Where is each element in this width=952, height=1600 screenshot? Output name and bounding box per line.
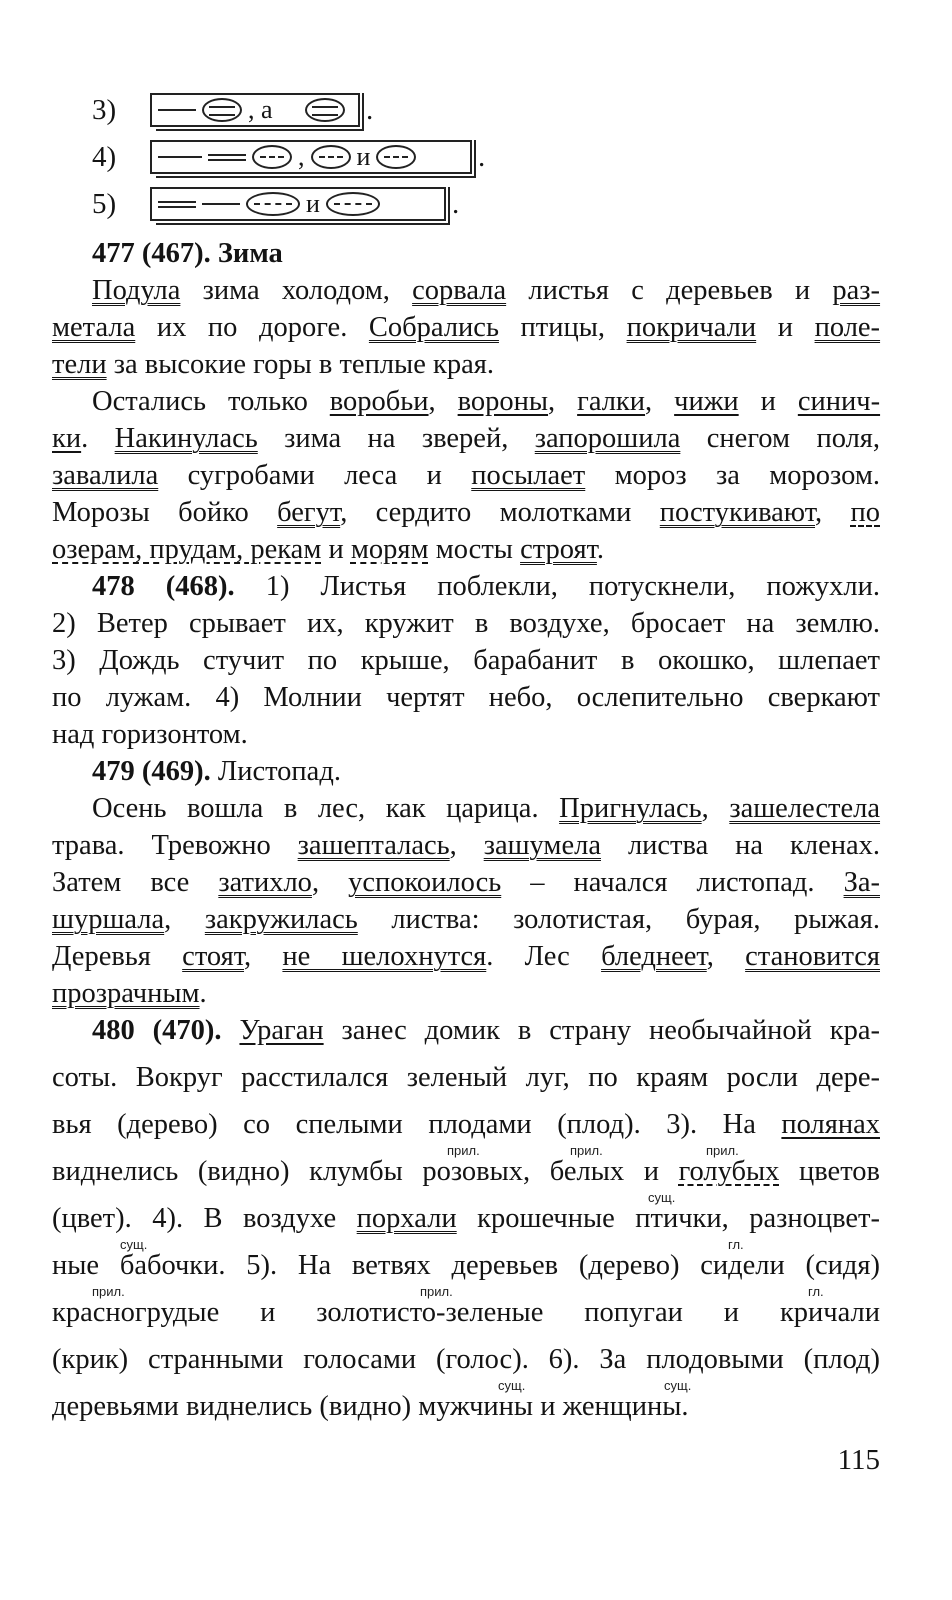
annotation-sush: сущ.	[498, 1378, 526, 1393]
exercise-478-line: по лужам. 4) Молнии чертят небо, ослепительно сверкают	[52, 682, 880, 713]
scheme-4: 4) , и .	[92, 140, 486, 173]
exercise-478-line: над горизонтом.	[52, 719, 248, 750]
exercise-480-line: красногрудые и золотисто-зеленые попугаи и кричали	[52, 1297, 880, 1328]
annotation-pril: прил.	[420, 1284, 453, 1299]
annotation-gl: гл.	[728, 1237, 744, 1252]
exercise-480-line: (цвет). 4). В воздухе порхали крошечные птички, разноцвет-	[52, 1203, 881, 1234]
exercise-480-line: 480 (470). Ураган занес домик в страну необычайной кра-	[92, 1015, 880, 1046]
exercise-478-line: 3) Дождь стучит по крыше, барабанит в окошко, шлепает	[52, 645, 880, 676]
scheme-box: , и	[150, 140, 472, 174]
exercise-477-line: Остались только воробьи, вороны, галки, чижи и синич-	[92, 386, 881, 417]
annotation-gl: гл.	[808, 1284, 824, 1299]
exercise-479-line: шуршала, закружилась листва: золотистая, бурая, рыжая.	[52, 904, 881, 935]
exercise-479-heading: 479 (469). Листопад.	[92, 756, 341, 787]
exercise-477-line: озерам, прудам, рекам и морям мосты строят.	[52, 534, 605, 565]
exercise-479-line: Деревья стоят, не шелохнутся. Лес бледнеет, становится	[52, 941, 880, 972]
exercise-477-line: ки. Накинулась зима на зверей, запорошила снегом поля,	[52, 423, 881, 454]
exercise-478-line: 2) Ветер срывает их, кружит в воздухе, бросает на землю.	[52, 608, 880, 639]
exercise-477-line: Подула зима холодом, сорвала листья с деревьев и раз-	[92, 275, 881, 306]
exercise-477-line: Морозы бойко бегут, сердито молотками постукивают, по	[52, 497, 881, 528]
exercise-480-line: ные бабочки. 5). На ветвях деревьев (дерево) сидели (сидя)	[52, 1250, 880, 1281]
scheme-box: и	[150, 187, 446, 221]
exercise-478-line: 478 (468). 1) Листья поблекли, потускнели, пожухли.	[92, 571, 881, 602]
exercise-479-line: Осень вошла в лес, как царица. Пригнулась, зашелестела	[92, 793, 881, 824]
scheme-5: 5) и .	[92, 187, 460, 220]
exercise-480-line: соты. Вокруг расстилался зеленый луг, по краям росли дере-	[52, 1062, 880, 1093]
exercise-480-line: деревьями виднелись (видно) мужчины и женщины.	[52, 1391, 689, 1422]
exercise-477-line: завалила сугробами леса и посылает мороз за морозом.	[52, 460, 880, 491]
exercise-477-line: метала их по дороге. Собрались птицы, покричали и поле-	[52, 312, 881, 343]
page-number: 115	[837, 1444, 880, 1476]
annotation-pril: прил.	[706, 1143, 739, 1158]
annotation-sush: сущ.	[120, 1237, 148, 1252]
annotation-pril: прил.	[570, 1143, 603, 1158]
exercise-480-line: виднелись (видно) клумбы розовых, белых и голубых цветов	[52, 1156, 880, 1187]
exercise-477-line: тели за высокие горы в теплые края.	[52, 349, 494, 380]
exercise-479-line: прозрачным.	[52, 978, 207, 1009]
exercise-480-line: (крик) странными голосами (голос). 6). За плодовыми (плод)	[52, 1344, 880, 1375]
exercise-479-line: трава. Тревожно зашепталась, зашумела листва на кленах.	[52, 830, 881, 861]
annotation-pril: прил.	[92, 1284, 125, 1299]
annotation-sush: сущ.	[648, 1190, 676, 1205]
exercise-480-line: вья (дерево) со спелыми плодами (плод). 3). На полянах	[52, 1109, 880, 1140]
annotation-pril: прил.	[447, 1143, 480, 1158]
exercise-479-line: Затем все затихло, успокоилось – начался листопад. За-	[52, 867, 880, 898]
annotation-sush: сущ.	[664, 1378, 692, 1393]
scheme-3: 3) , а .	[92, 93, 374, 126]
scheme-box: , а	[150, 93, 360, 127]
exercise-477-heading: 477 (467). Зима	[92, 238, 283, 269]
